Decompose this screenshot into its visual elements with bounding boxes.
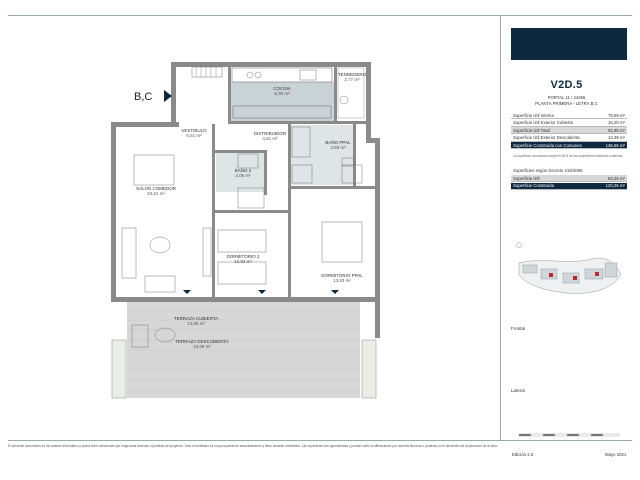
surfaces-note: La superficie construida incluye el 50% de las superficies exteriores cubiertas.	[513, 154, 624, 158]
room-label-bano-2: BAÑO 2 3,05 m²	[234, 168, 252, 179]
surface-row	[511, 112, 627, 119]
subtitle-planta: PLANTA PRIMERA - LETRA B,C	[535, 101, 598, 106]
bed-dorm2-b	[218, 262, 266, 284]
bath-floor	[290, 125, 354, 185]
room-label-tendedero: TENDEDERO 2,77 m²	[337, 72, 367, 83]
surface-value: 91,85 m²	[608, 127, 625, 133]
dining-table	[134, 155, 174, 185]
tv-unit	[203, 228, 211, 276]
info-panel	[501, 15, 632, 440]
bed-master	[322, 222, 362, 262]
scale-bar	[511, 433, 627, 437]
date: Mayo 2021	[605, 452, 627, 457]
surface-value: 16,20 m²	[608, 120, 625, 126]
surface-value: 136,66 m²	[605, 142, 625, 148]
armchair	[145, 276, 175, 292]
surface-row	[511, 135, 627, 142]
disclaimer: El presente documento es de carácter informativo y podrá sufrir variaciones por exigencias técnicas o jurídicas del proyecto. Todo el mobiliario es una propuesta de amueblamiento y tiene carácter orientativo. Las superficies son aproximadas y podrán sufrir modificaciones por razones técnicas o jurídicas en el desarrollo de la ejecución de la obra.	[8, 444, 498, 448]
edition: Edición 2.0	[512, 452, 534, 457]
surface-label: Superficie Útil Exterior Cubierta	[513, 120, 573, 126]
site-map-drawing	[511, 235, 627, 315]
decree-heading: Superficies según Decreto 218/2005	[513, 168, 583, 173]
decree-surface-value: 83,26 m²	[608, 175, 625, 181]
surface-label: Superficie Útil Total	[513, 127, 550, 133]
bottom-rule	[8, 440, 632, 441]
surface-label: Superficie Útil Exterior Descubierta	[513, 135, 580, 141]
surface-value: 13,39 m²	[608, 135, 625, 141]
planter-left	[112, 340, 126, 398]
entrance-arrow	[164, 90, 172, 102]
wardrobe-entry	[192, 67, 222, 77]
terrace-floor	[127, 300, 360, 398]
sofa	[122, 228, 136, 278]
room-label-cocina: COCINA 8,30 m²	[273, 86, 291, 97]
site-map	[511, 235, 627, 315]
room-label-terraza-descubierta: TERRAZA DESCUBIERTA 10,69 m²	[175, 339, 229, 350]
surface-value: 75,59 m²	[608, 112, 625, 118]
entrance-label: B,C	[134, 91, 153, 103]
unit-code: V2D.5	[550, 79, 583, 91]
bed-dorm2-a	[218, 230, 266, 252]
coffee-table	[150, 237, 170, 253]
header-logo-box	[511, 28, 627, 60]
room-label-terraza-cubierta: TERRAZA CUBIERTA 13,69 m²	[173, 316, 219, 327]
section-lateral-label: Lateral	[511, 388, 525, 393]
decree-surface-label: Superficie Útil	[513, 175, 540, 181]
room-label-dormitorio-ppal: DORMITORIO PPAL 13,83 m²	[321, 273, 363, 284]
room-label-bano-ppal: BAÑO PPAL 3,89 m²	[325, 140, 351, 151]
decree-surface-row	[511, 183, 627, 190]
planter-right	[362, 340, 376, 398]
surface-row	[511, 127, 627, 134]
room-label-vestibulo: VESTIBULO 6,51 m²	[181, 128, 207, 139]
room-label-salon: SALON COMEDOR 23,61 m²	[135, 186, 177, 197]
decree-surface-value: 120,25 m²	[605, 183, 625, 189]
room-label-dormitorio-2: DORMITORIO 2 10,83 m²	[226, 254, 260, 265]
decree-surface-label: Superficie Construida	[513, 183, 555, 189]
surface-row	[511, 142, 627, 149]
section-frontal-label: Frontal	[511, 326, 526, 331]
surface-row	[511, 120, 627, 127]
subtitle-portal: PORTAL 11 / 24266	[547, 95, 586, 100]
surface-label: Superficie Útil Interior	[513, 112, 555, 118]
surface-label: Superficie Construida con Comunes	[513, 142, 582, 148]
decree-surface-row	[511, 175, 627, 182]
room-label-distribuidor: DISTRIBUIDOR 4,61 m²	[253, 131, 287, 142]
